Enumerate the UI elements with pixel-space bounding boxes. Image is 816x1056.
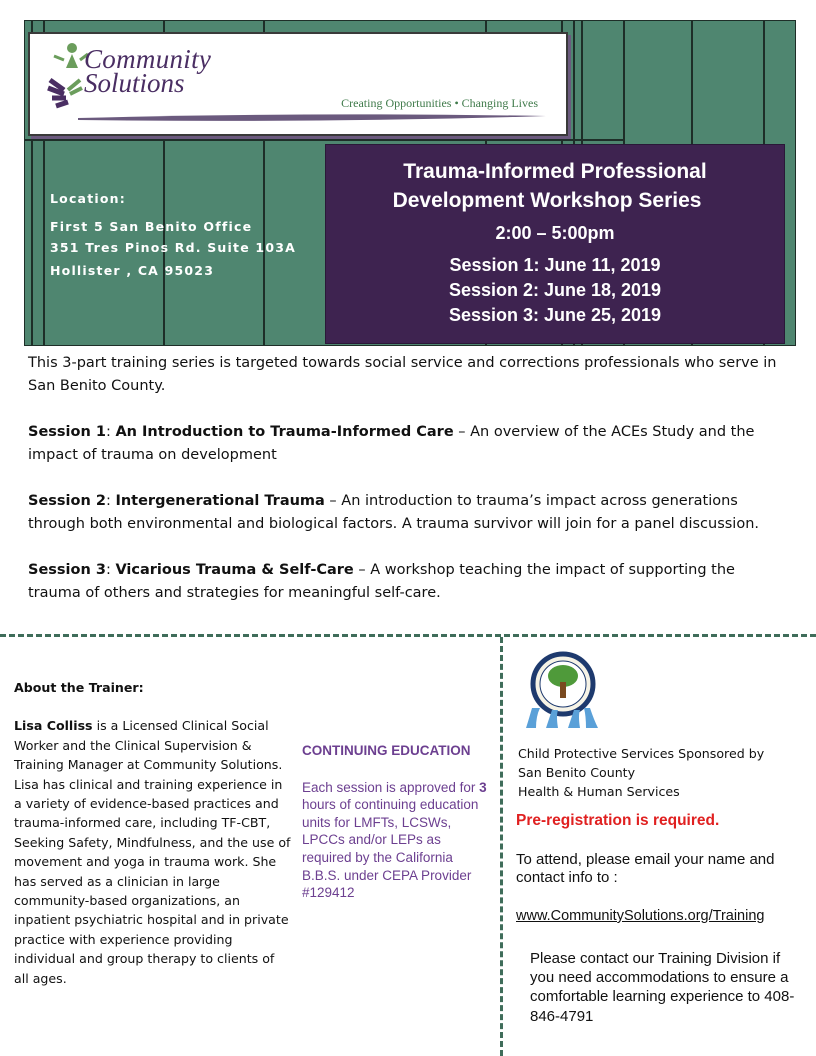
logo-panel bbox=[28, 32, 568, 136]
workshop-title bbox=[326, 157, 784, 215]
workshop-time: 2:00 – 5:00pm bbox=[495, 223, 615, 243]
accommodations-text: Please contact our Training Division if you need accommodations to ensure a comfortable learning experience to 408-846-4791 bbox=[530, 950, 795, 1025]
session-desc: – An overview of the ACEs Study and the impact of trauma on development bbox=[28, 424, 755, 463]
logo-name-line1: Community bbox=[84, 44, 212, 74]
banner-rule bbox=[25, 139, 625, 141]
session-desc: – A workshop teaching the impact of supporting the trauma of others and strategies for meaningful self-care. bbox=[28, 562, 735, 601]
continuing-education-text bbox=[302, 780, 487, 901]
location-line: First 5 San Benito Office bbox=[50, 218, 253, 234]
horizontal-divider bbox=[0, 634, 816, 637]
location-line: 351 Tres Pinos Rd. Suite 103A bbox=[50, 240, 296, 255]
session-topic: An Introduction to Trauma-Informed Care bbox=[115, 424, 454, 440]
vertical-divider bbox=[500, 637, 503, 1056]
sponsor-block bbox=[518, 744, 764, 801]
sponsor-line: Health & Human Services bbox=[518, 784, 680, 799]
attend-instructions: To attend, please email your name and contact info to : bbox=[516, 851, 775, 886]
about-trainer-section bbox=[14, 678, 292, 988]
session-label: Session 1 bbox=[28, 424, 106, 440]
continuing-education-section bbox=[302, 742, 494, 902]
session-description: Session 3: Vicarious Trauma & Self-Care – A workshop teaching the impact of supporting the trauma of others and strategies for meaningful self-care. bbox=[28, 562, 735, 601]
sponsor-line: Child Protective Services Sponsored by bbox=[518, 746, 765, 761]
session-topic: Intergenerational Trauma bbox=[115, 493, 325, 509]
ce-text-before: Each session is approved for bbox=[302, 779, 480, 795]
intro-paragraph: This 3-part training series is targeted towards social service and corrections professionals who serve in San Benito County. bbox=[28, 355, 777, 394]
trainer-bio bbox=[14, 718, 290, 985]
about-trainer-heading: About the Trainer: bbox=[14, 680, 144, 695]
preregistration-notice: Pre-registration is required. bbox=[516, 812, 720, 829]
san-benito-county-seal-icon bbox=[524, 650, 602, 730]
description-section bbox=[28, 352, 788, 628]
location-block bbox=[50, 188, 296, 281]
ce-text-after: hours of continuing education units for LMFTs, LCSWs, LPCCs and/or LEPs as required by the California B.B.S. under CEPA Provider #129412 bbox=[302, 797, 479, 901]
training-website-link[interactable]: www.CommunitySolutions.org/Training bbox=[516, 908, 765, 924]
ce-hours: 3 bbox=[479, 779, 487, 795]
logo-swoosh-icon bbox=[78, 110, 548, 124]
continuing-education-heading: CONTINUING EDUCATION bbox=[302, 743, 471, 758]
location-label: Location: bbox=[50, 191, 126, 206]
logo-name-line2: Solutions bbox=[84, 68, 185, 98]
session-dates bbox=[326, 253, 784, 328]
session-label: Session 2 bbox=[28, 493, 106, 509]
sponsor-line: San Benito County bbox=[518, 765, 636, 780]
trainer-name: Lisa Colliss bbox=[14, 718, 93, 734]
session-label: Session 3 bbox=[28, 562, 106, 578]
session-topic: Vicarious Trauma & Self-Care bbox=[115, 562, 354, 578]
workshop-title-panel bbox=[325, 144, 785, 344]
session-desc: – An introduction to trauma’s impact across generations through both environmental and biological factors. A trauma survivor will join for a panel discussion. bbox=[28, 493, 760, 532]
session-date: Session 1: June 11, 2019 bbox=[449, 255, 661, 275]
session-description: Session 2: Intergenerational Trauma – An introduction to trauma’s impact across generations through both environmental and biological factors. A trauma survivor will join for a panel discussion. bbox=[28, 493, 760, 532]
logo-tagline: Creating Opportunities • Changing Lives bbox=[341, 96, 538, 110]
session-date: Session 3: June 25, 2019 bbox=[448, 305, 662, 325]
workshop-title-line: Development Workshop Series bbox=[392, 189, 702, 212]
location-line: Hollister , CA 95023 bbox=[50, 262, 215, 278]
session-date: Session 2: June 18, 2019 bbox=[448, 280, 662, 300]
session-description: Session 1: An Introduction to Trauma-Informed Care – An overview of the ACEs Study and the impact of trauma on development bbox=[28, 424, 755, 463]
trainer-bio-text: is a Licensed Clinical Social Worker and the Clinical Supervision & Training Manager at Community Solutions. Lisa has clinical and training experience in a variety of evidence-based practices and trauma-informed care, including TF-CBT, Seeking Safety, Mindfulness, and the use of movement and yoga in trauma work. She has served as a clinician in large community-based organizations, an inpatient psychiatric hospital and in private practice with experience providing individual and group therapy to clients of all ages. bbox=[14, 718, 291, 986]
workshop-title-line: Trauma-Informed Professional bbox=[403, 160, 707, 183]
